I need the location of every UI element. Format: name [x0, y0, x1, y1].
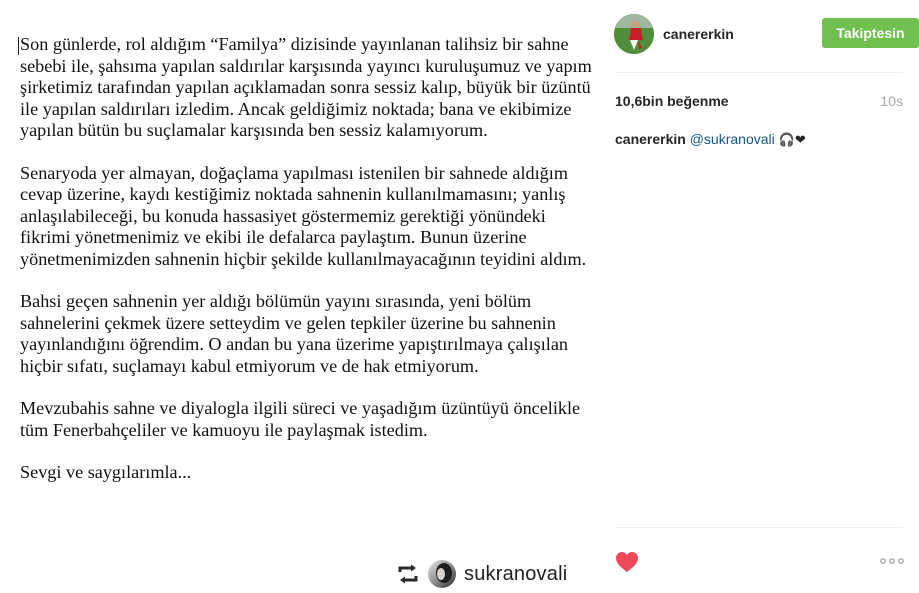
like-count[interactable]: 10,6bin beğenme [615, 93, 729, 109]
letter-paragraph: Senaryoda yer almayan, doğaçlama yapılması istenilen bir sahnede aldığım cevap üzerine, kaydı kestiğimiz noktada sahnenin kullanılmamasını; yanlış anlaşılabileceği, bu konuda hassasiyet göstermemiz gerektiği yönündeki fikrimi yönetmenimiz ve ekibi ile defalarca paylaştım. Bunun üzerine yönetmenimizden sahnenin hiçbir şekilde kullanılmayacağının teyidini aldım. [20, 162, 587, 269]
text-cursor [18, 37, 19, 55]
actions-divider [614, 527, 903, 528]
letter-paragraph: Bahsi geçen sahnenin yer aldığı bölümün yayını sırasında, yeni bölüm sahnelerini çekmek üzere setteydim ve gelen tepkiler üzerine bu sahnenin yayınlandığını öğrendim. O andan bu yana üzerime yapıştırılmaya çalışılan hiçbir sıfatı, suçlamayı kabul etmiyorum ve de hak etmiyorum. [20, 291, 568, 376]
following-button[interactable]: Takiptesin [822, 18, 919, 48]
header-divider [614, 72, 903, 73]
post-sidebar [598, 0, 919, 593]
more-options-icon[interactable] [880, 555, 904, 567]
post-header [614, 14, 904, 54]
repost-icon [396, 563, 420, 585]
letter-paragraph: Son günlerde, rol aldığım “Familya” dizisinde yayınlanan talihsiz bir sahne sebebi ile, şahsıma yapılan saldırılar karşısında yayıncı kuruluşumuz ve yapım şirketimiz tarafından yapılan açıklamadan sonra sessiz kalıp, büyük bir üzüntü ile yapılan saldırıları izledim. Ancak geldiğimiz noktada; bana ve ekibimize yapılan bütün bu suçlamalar karşısında ben sessiz kalamıyorum. [20, 34, 592, 140]
caption-username[interactable]: canererkin [615, 131, 686, 147]
post-caption [615, 131, 806, 148]
author-avatar[interactable] [614, 14, 654, 54]
repost-username: sukranovali [464, 562, 568, 585]
heart-icon[interactable] [615, 551, 639, 573]
repost-attribution [396, 558, 567, 590]
caption-mention[interactable]: @sukranovali [689, 131, 775, 147]
repost-avatar [428, 560, 456, 588]
caption-emoji: 🎧❤ [778, 133, 806, 148]
letter-paragraph: Mevzubahis sahne ve diyalogla ilgili süreci ve yaşadığım üzüntüyü öncelikle tüm Fenerbahçeliler ve kamuoyu ile paylaşmak istedim. [20, 398, 581, 440]
letter-signature: Sevgi ve saygılarımla... [20, 462, 192, 482]
statement-letter [20, 34, 595, 505]
post-timestamp[interactable]: 10s [880, 93, 903, 109]
author-username[interactable]: canererkin [663, 26, 734, 42]
